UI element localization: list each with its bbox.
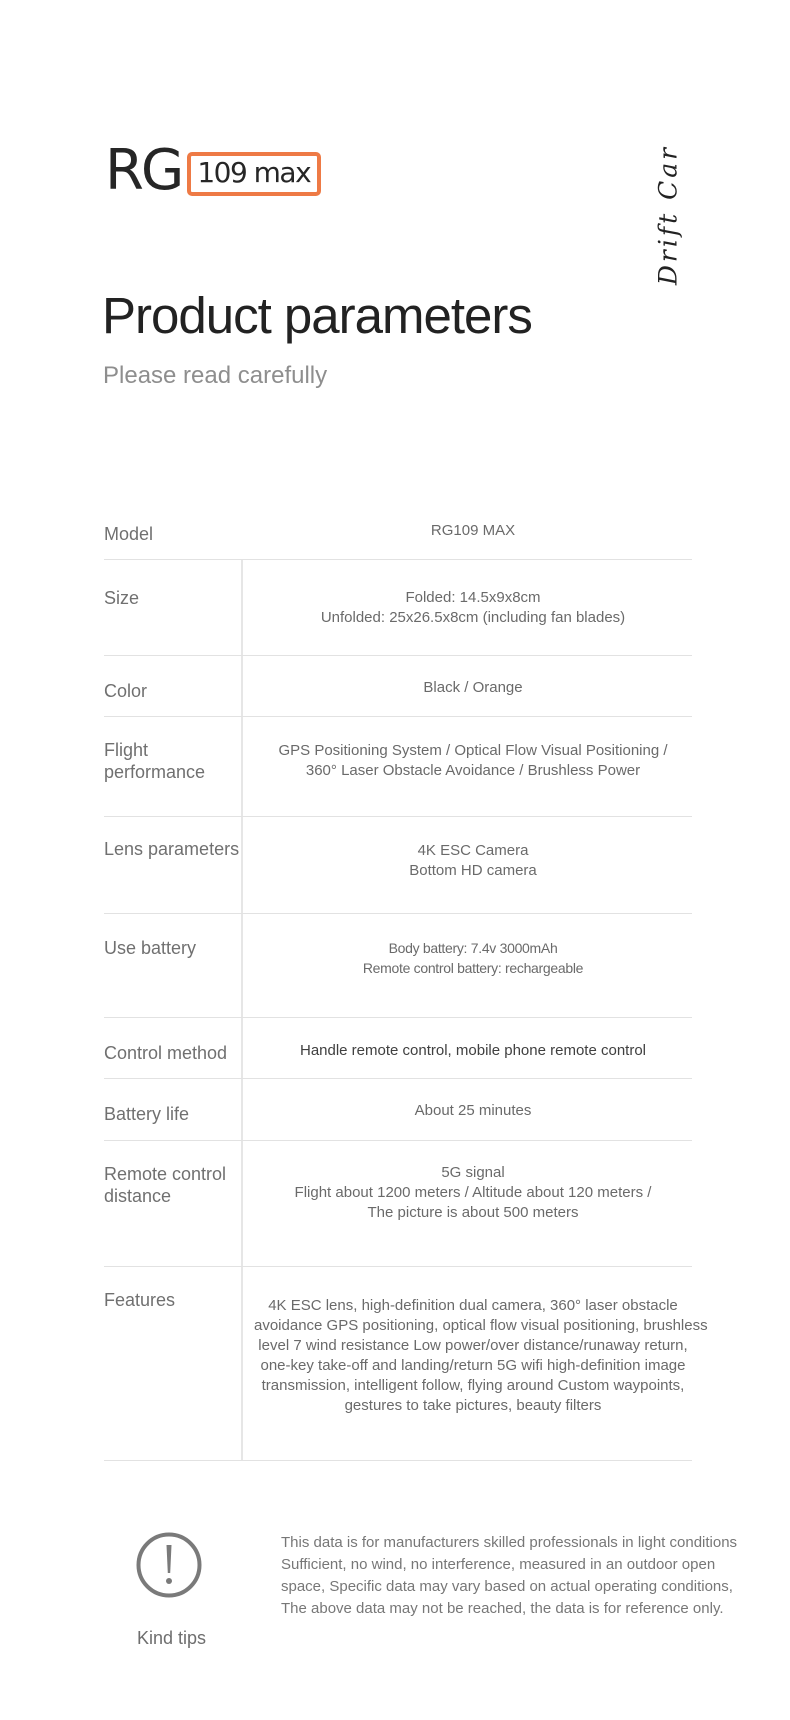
row-value: GPS Positioning System / Optical Flow Visual Positioning / 360° Laser Obstacle Avoidance / Brushless Power [278, 742, 668, 779]
table-row-features [104, 1267, 708, 1461]
table-row-remote-control-distance [104, 1141, 692, 1267]
tagline-vertical [648, 144, 688, 286]
row-value: Black / Orange [423, 679, 523, 696]
row-label: Use battery [104, 938, 197, 958]
table-row-size [104, 560, 692, 656]
tagline-text: Drift Car [653, 144, 683, 286]
page-title: Product parameters [102, 287, 532, 344]
tips-text: This data is for manufacturers skilled professionals in light conditions Sufficient, no wind, no interference, measured in an outdoor open space, Specific data may vary based on actual operating conditions, The above data may not be reached, the data is for reference only. [281, 1534, 738, 1617]
row-label: Lens parameters [104, 839, 240, 859]
row-label: Remote control distance [104, 1164, 227, 1206]
row-value: 4K ESC Camera Bottom HD camera [409, 842, 537, 879]
page-subtitle: Please read carefully [103, 362, 328, 389]
column-divider [241, 1267, 243, 1460]
column-divider [241, 817, 243, 913]
column-divider [241, 717, 243, 816]
row-label: Battery life [104, 1104, 190, 1124]
row-value: RG109 MAX [430, 522, 516, 539]
tips-label: Kind tips [137, 1628, 207, 1648]
row-value: Folded: 14.5x9x8cm Unfolded: 25x26.5x8cm (including fan blades) [320, 589, 626, 626]
row-label: Flight performance [104, 740, 206, 782]
table-row-control-method [104, 1018, 692, 1079]
row-value: Handle remote control, mobile phone remote control [299, 1042, 647, 1059]
table-row-color [104, 656, 692, 717]
brand-logo [105, 138, 321, 203]
table-row-lens-parameters [104, 817, 692, 914]
table-row-use-battery [104, 914, 692, 1018]
row-value: Body battery: 7.4v 3000mAh Remote control battery: rechargeable [362, 940, 584, 976]
table-row-battery-life [104, 1079, 692, 1141]
row-label: Model [104, 524, 154, 544]
row-value: 4K ESC lens, high-definition dual camera, 360° laser obstacle avoidance GPS positioning, optical flow visual positioning, brushless level 7 wind resistance Low power/over distance/runaway return, one-key take-off and landing/return 5G wifi high-definition image transmission, intelligent follow, flying around Custom waypoints, gestures to take pictures, beauty filters [254, 1297, 708, 1414]
row-label: Color [104, 681, 148, 701]
row-label: Features [104, 1290, 176, 1310]
row-label: Size [104, 588, 140, 608]
model-badge: 109 max [187, 152, 321, 196]
column-divider [241, 1141, 243, 1266]
row-value: 5G signal Flight about 1200 meters / Altitude about 120 meters / The picture is about 500 meters [294, 1164, 652, 1221]
exclamation-circle-icon [136, 1532, 202, 1598]
table-row-model [104, 500, 692, 560]
column-divider [241, 656, 243, 716]
table-row-flight-performance [104, 717, 692, 817]
column-divider [241, 1079, 243, 1140]
column-divider [241, 1018, 243, 1078]
column-divider [241, 560, 243, 655]
brand-name: RG [105, 138, 182, 203]
row-label: Control method [104, 1043, 228, 1063]
column-divider [241, 914, 243, 1017]
row-value: About 25 minutes [414, 1102, 532, 1119]
